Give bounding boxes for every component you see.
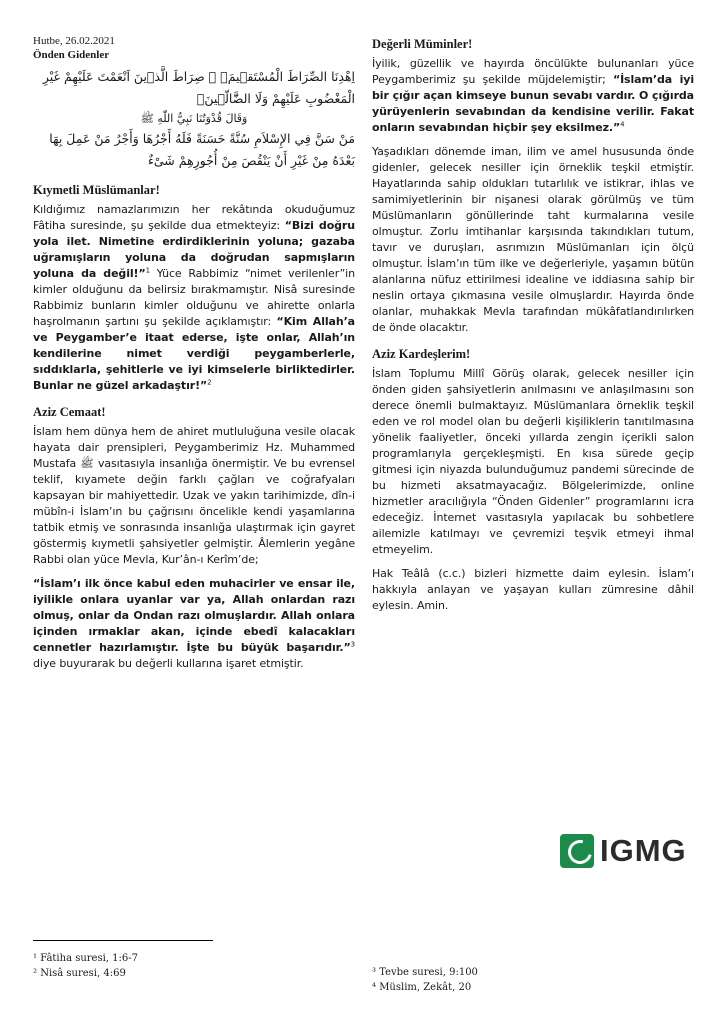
- text-run: Kıldığımız namazlarımızın her rekâtında okuduğumuz Fâtiha suresinde, şu şekilde dua etmekteyiz:: [33, 203, 355, 232]
- quote-tevbe: “İslam’ı ilk önce kabul eden muhacirler ve ensar ile, iyilikle onlara uyanlar var ya, Allah onlardan razı olmuş, onlar da Ondan razı olmuşlardır. Allah onlara içinden ırmaklar akan, içinde ebedî kalacakları cennetler hazırlamıştır. İşte bu büyük başarıdır.”: [33, 577, 355, 654]
- footnote-ref: 2: [207, 378, 212, 387]
- paragraph-hadith: [372, 56, 694, 136]
- heading-aziz-cemaat: Aziz Cemaat!: [33, 405, 106, 419]
- igmg-logo-icon: [560, 834, 594, 868]
- footnote-ref: 3: [350, 640, 355, 649]
- left-column: [33, 34, 355, 680]
- quote-fatiha: “Bizi doğru yola ilet. Nimetine erdirdiklerinin yoluna; gazaba uğramışların yoluna da doğrudan sapmışların yoluna da değil!”: [33, 219, 355, 280]
- heading-kiymetli: Kıymetli Müslümanlar!: [33, 183, 160, 197]
- arabic-ayah: اِهْدِنَا الصِّرَاطَ الْمُسْتَق۪يمَۙ ۞ صِرَاطَ الَّذ۪ينَ اَنْعَمْتَ عَلَيْهِمْ غَيْرِ الْمَغْضُوبِ عَلَيْهِمْ وَلَا الضَّٓالّ۪ينَ۟: [42, 69, 355, 106]
- paragraph-tevbe: [33, 576, 355, 672]
- paragraph-dua: Hak Teâlâ (c.c.) bizleri hizmette daim eylesin. İslam’ı hakkıyla anlayan ve yaşayan kulları zümresine dâhil eylesin. Amin.: [372, 567, 694, 612]
- right-column: [372, 34, 694, 622]
- arabic-hadith-intro: وَقَالَ قُدْوَتُنَا نَبِيُّ اللّٰهِ ﷺ: [140, 112, 248, 125]
- sermon-subtitle: Önden Gidenler: [33, 49, 110, 61]
- footnote-1: ¹ Fâtiha suresi, 1:6-7: [33, 953, 138, 964]
- heading-degerli: Değerli Müminler!: [372, 37, 473, 51]
- footnote-divider: [33, 940, 213, 941]
- heading-aziz-kardeslerim: Aziz Kardeşlerim!: [372, 347, 471, 361]
- paragraph-islam: İslam hem dünya hem de ahiret mutluluğuna vesile olacak hayata dair prensipleri, Peygamberimiz Hz. Muhammed Mustafa ﷺ vasıtasıyla insanlığa önermiştir. Ve bu evrensel teklif, kıyamete değin farklı çağları ve coğrafyaları kapsayan bir mahiyettedir. Uzak ve yakın tarihimizde, dîn-i mübîn-i İslam’ın bu çağrısını öncelikle kendi yaşamlarına tatbik etmiş ve sonrasında insanlığa ulaştırmak için gayret göstermiş kıymetli şahsiyetler gelmiştir. Âlemlerin yegâne Rabbi olan yüce Mevla, Kur’ân-ı Kerîm’de;: [33, 425, 355, 566]
- sermon-date: Hutbe, 26.02.2021: [33, 35, 115, 47]
- footnotes-right: [372, 965, 694, 995]
- footnote-3: ³ Tevbe suresi, 9:100: [372, 967, 478, 978]
- igmg-logo-text: IGMG: [600, 833, 687, 868]
- quote-nisa: “Kim Allah’a ve Peygamber’e itaat ederse, işte onlar, Allah’ın kendilerine nimet verdiği peygamberlerle, sıddıklarla, şehitlerle ve iyi kimselerle birliktedirler. Bunlar ne güzel arkadaştır!”: [33, 315, 355, 392]
- igmg-logo: [560, 830, 700, 872]
- text-run: diye buyurarak bu değerli kullarına işaret etmiştir.: [33, 657, 304, 670]
- quote-hadith: “İslam’da iyi bir çığır açan kimseye bunun sevabı vardır. O çığırda yürüyenlerin sevabından da kendisine verilir. Fakat onların sevabından hiçbir şey eksilmez.”: [372, 73, 694, 134]
- footnotes-left: [33, 940, 355, 981]
- footnote-ref: 4: [620, 120, 625, 129]
- arabic-block: [33, 66, 355, 172]
- footnote-2: ² Nisâ suresi, 4:69: [33, 968, 126, 979]
- footnote-4: ⁴ Müslim, Zekât, 20: [372, 982, 472, 993]
- footnote-ref: 1: [145, 266, 150, 275]
- paragraph-yasadiklari: Yaşadıkları dönemde iman, ilim ve amel hususunda önde gidenler, gelecek nesiller için örneklik teşkil etmiştir. Hayatlarında sahip oldukları tutarlılık ve istikrar, ihlas ve samimiyetlerinin bir nişanesi olarak görülmüş ve tüm Müslümanların gönüllerinde taht kurmalarına vesile olmuştur. Zorlu imtihanlar karşısında takındıkları tutum, tavır ve duruşları, asrımızın Müslümanları için ölçü olmuştur. İslam’ın tüm ilke ve değerleriyle, yaşamın bütün alanlarına nüfuz ettirilmesi idealine ve iddiasına sahip bir neslin ortaya çıkmasına vesile olmuşlardır. Hayırda önde olanlar, muhakkak Mevla tarafından mükâfatlandırılırken de önde olacaktır.: [372, 145, 694, 334]
- paragraph-igmg: İslam Toplumu Millî Görüş olarak, gelecek nesiller için önden giden şahsiyetlerin anılmasını ve anlaşılmasını son derece önemli bulmaktayız. Müslümanlara örneklik teşkil eden ve rol model olan bu değerli kişiliklerin tanıtılmasına yönelik faaliyetler, önceki yıllarda zengin içerikli salon programlarıyla gerçekleşmişti. En kısa sürede geçip gitmesi için niyazda bulunduğumuz pandemi sürecinde de bu hizmeti aksatmayacağız. Bölgelerimizde, online hizmetler aracılığıyla “Önden Gidenler” programlarını icra edeceğiz. İnternet vasıtasıyla yapılacak bu sohbetlere ailemizle katılmayı ve çevremizi teşvik etmeyi ihmal etmeyelim.: [372, 367, 694, 556]
- text-run: İyilik, güzellik ve hayırda öncülükte bulunanları yüce Peygamberimiz şu şekilde müjdelemiştir;: [372, 57, 694, 86]
- text-run: Yüce Rabbimiz “nimet verilenler”in kimler olduğunu da belirsiz bırakmamıştır. Nisâ suresinde Rabbimiz bunların kimler olduğunu ve ahirette onlarla haşrolmanın şartını şu şekilde açıklamıştır:: [33, 267, 355, 328]
- paragraph-fatiha: [33, 202, 355, 394]
- arabic-hadith: مَنْ سَنَّ فِي الإِسْلاَمِ سُنَّةً حَسَنَةً فَلَهُ أَجْرُهَا وَأَجْرُ مَنْ عَمِلَ بِهَا بَعْدَهُ مِنْ غَيْرِ أَنْ يَنْقُصَ مِنْ أُجُورِهِمْ شَىْءٌ: [49, 131, 355, 168]
